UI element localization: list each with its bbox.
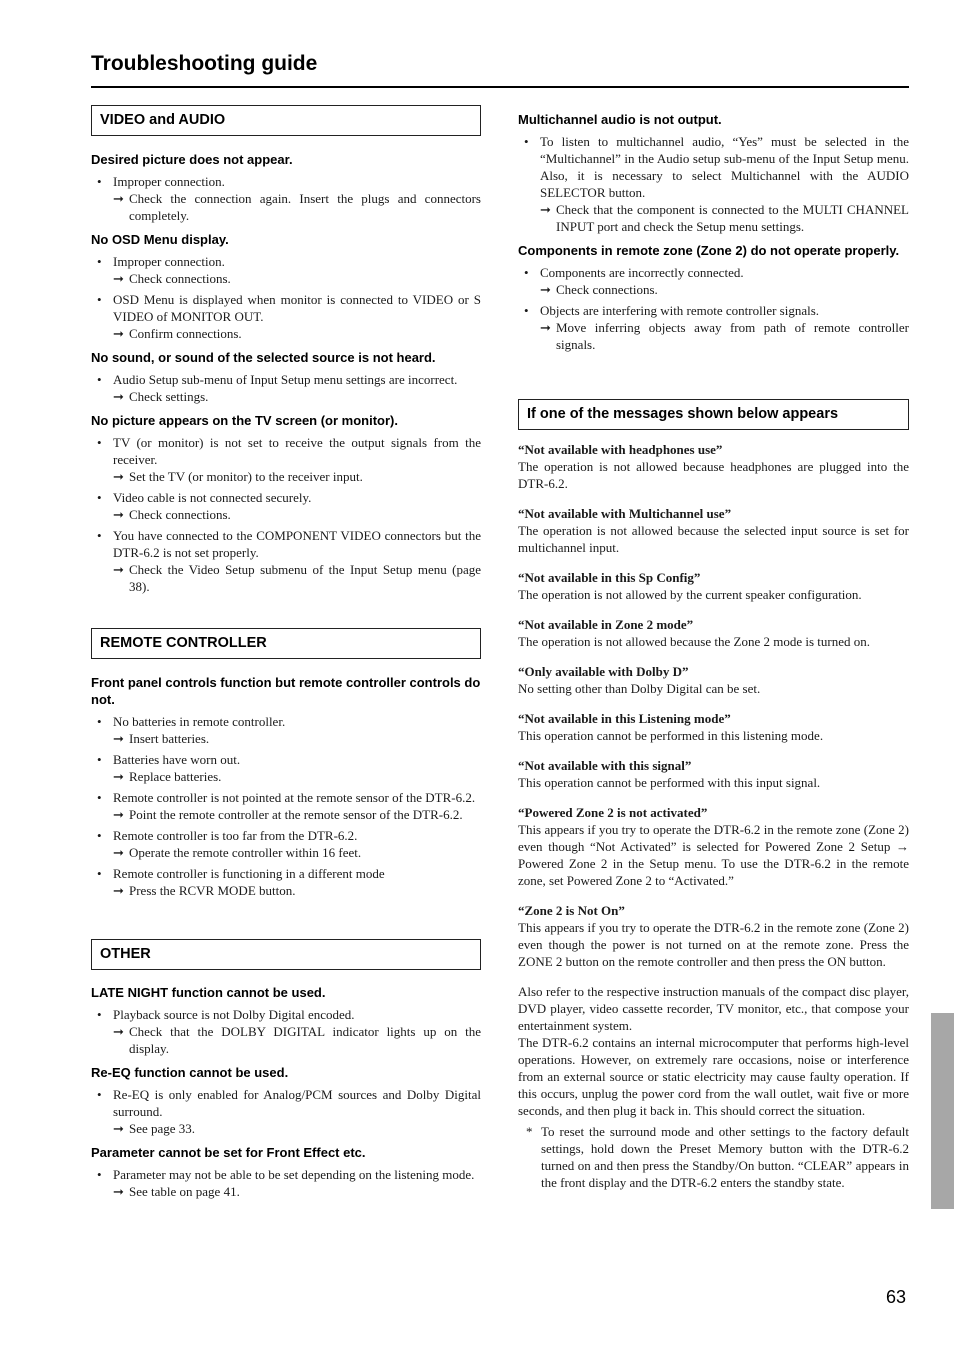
message-text: The operation is not allowed because the selected input source is set for multichannel input.	[518, 523, 909, 555]
cause-text: Video cable is not connected securely.	[113, 490, 312, 505]
message-title: “Not available with Multichannel use”	[518, 506, 732, 521]
fix-text: Check that the component is connected to the MULTI CHANNEL INPUT port and check the Setup menu settings.	[556, 202, 909, 234]
message-text: The operation is not allowed because headphones are plugged into the DTR-6.2.	[518, 459, 909, 491]
message-title: “Not available in this Listening mode”	[518, 711, 731, 726]
fix-text: Check connections.	[556, 282, 658, 297]
message-entry	[518, 757, 909, 791]
cause-item	[91, 827, 481, 861]
cause-item	[518, 302, 909, 353]
problem-heading: Components in remote zone (Zone 2) do not operate properly.	[518, 243, 900, 258]
cause-item	[91, 253, 481, 287]
problem-heading: Desired picture does not appear.	[91, 152, 293, 167]
cause-text: Improper connection.	[113, 174, 225, 189]
bullet-icon: •	[524, 303, 529, 318]
message-text: This operation cannot be performed in this listening mode.	[518, 728, 824, 743]
fix-text: Check that the DOLBY DIGITAL indicator lights up on the display.	[129, 1024, 481, 1056]
title-divider	[91, 86, 909, 88]
fix-line	[113, 468, 481, 485]
fix-text: Point the remote controller at the remote sensor of the DTR-6.2.	[129, 807, 463, 822]
cause-text: Remote controller is not pointed at the remote sensor of the DTR-6.2.	[113, 790, 476, 805]
message-entry	[518, 616, 909, 650]
message-text: No setting other than Dolby Digital can be set.	[518, 681, 761, 696]
fix-line	[113, 806, 481, 823]
arrow-icon: ➞	[540, 282, 551, 297]
message-entry	[518, 569, 909, 603]
cause-text: Objects are interfering with remote controller signals.	[540, 303, 820, 318]
message-text: This operation cannot be performed with this input signal.	[518, 775, 821, 790]
fix-line	[113, 1120, 481, 1137]
cause-item	[91, 434, 481, 485]
fix-text: Check the connection again. Insert the plugs and connectors completely.	[129, 191, 481, 223]
message-text: This appears if you try to operate the DTR-6.2 in the remote zone (Zone 2) even though the power is not turned on at the remote zone. Press the ZONE 2 button on the remote controller and then press the ON button.	[518, 920, 909, 969]
bullet-icon: •	[97, 1087, 102, 1102]
fix-text: Operate the remote controller within 16 feet.	[129, 845, 362, 860]
fix-text: Check connections.	[129, 271, 231, 286]
fix-text: Move inferring objects away from path of remote controller signals.	[556, 320, 909, 352]
message-entry	[518, 441, 909, 492]
arrow-icon: ➞	[113, 883, 124, 898]
cause-text: Remote controller is too far from the DTR-6.2.	[113, 828, 358, 843]
cause-text: Audio Setup sub-menu of Input Setup menu settings are incorrect.	[113, 372, 458, 387]
section-box-remote-controller: REMOTE CONTROLLER	[91, 628, 481, 659]
bullet-icon: •	[97, 254, 102, 269]
problem-heading: LATE NIGHT function cannot be used.	[91, 985, 326, 1000]
message-title: “Powered Zone 2 is not activated”	[518, 805, 708, 820]
cause-item	[518, 133, 909, 235]
fix-text: Press the RCVR MODE button.	[129, 883, 296, 898]
arrow-icon: ➞	[113, 1121, 124, 1136]
message-entry	[518, 663, 909, 697]
cause-item	[91, 489, 481, 523]
fix-text: See page 33.	[129, 1121, 196, 1136]
message-title: “Only available with Dolby D”	[518, 664, 689, 679]
bullet-icon: •	[97, 828, 102, 843]
cause-text: Improper connection.	[113, 254, 225, 269]
cause-item	[91, 1086, 481, 1137]
fix-text: Check the Video Setup submenu of the Input Setup menu (page 38).	[129, 562, 481, 594]
arrow-icon: ➞	[113, 769, 124, 784]
bullet-icon: •	[97, 866, 102, 881]
fix-line	[113, 844, 481, 861]
fix-text: Confirm connections.	[129, 326, 242, 341]
message-text: The operation is not allowed by the current speaker configuration.	[518, 587, 862, 602]
cause-item	[91, 789, 481, 823]
message-title: “Zone 2 is Not On”	[518, 903, 625, 918]
message-entry	[518, 902, 909, 970]
page-number: 63	[886, 1287, 907, 1307]
cause-text: You have connected to the COMPONENT VIDEO connectors but the DTR-6.2 is not set properly.	[113, 528, 481, 560]
bullet-icon: •	[97, 174, 102, 189]
cause-text: To listen to multichannel audio, “Yes” must be selected in the “Multichannel” in the Audio setup sub-menu of the Input Setup menu. Also, it is necessary to select Multichannel with the AUDIO SELECTOR button.	[540, 134, 909, 200]
fix-line	[113, 1023, 481, 1057]
arrow-icon: ➞	[113, 469, 124, 484]
fix-line	[113, 561, 481, 595]
fix-line	[540, 201, 909, 235]
arrow-icon: ➞	[113, 1024, 124, 1039]
closing-paragraph: Also refer to the respective instruction manuals of the compact disc player, DVD player, video cassette recorder, TV monitor, etc., that compose your entertainment system.	[518, 984, 909, 1033]
arrow-icon: ➞	[540, 202, 551, 217]
fix-line	[113, 506, 481, 523]
arrow-icon: ➞	[540, 320, 551, 335]
message-text: The operation is not allowed because the Zone 2 mode is turned on.	[518, 634, 870, 649]
problem-heading: Multichannel audio is not output.	[518, 112, 722, 127]
fix-line	[113, 325, 481, 342]
arrow-icon: ➞	[113, 1184, 124, 1199]
arrow-icon: ➞	[113, 731, 124, 746]
cause-text: Parameter may not be able to be set depending on the listening mode.	[113, 1167, 475, 1182]
arrow-icon: ➞	[113, 845, 124, 860]
section-edge-tab	[931, 1013, 954, 1209]
cause-item	[91, 371, 481, 405]
section-box-video-audio: VIDEO and AUDIO	[91, 105, 481, 136]
message-title: “Not available with headphones use”	[518, 442, 723, 457]
bullet-icon: •	[97, 292, 102, 307]
arrow-icon: ➞	[113, 389, 124, 404]
problem-heading: Front panel controls function but remote controller controls do not.	[91, 675, 481, 707]
cause-text: Re-EQ is only enabled for Analog/PCM sources and Dolby Digital surround.	[113, 1087, 481, 1119]
fix-text: Check connections.	[129, 507, 231, 522]
arrow-icon: ➞	[113, 191, 124, 206]
right-column	[518, 111, 909, 1191]
cause-text: OSD Menu is displayed when monitor is connected to VIDEO or S VIDEO of MONITOR OUT.	[113, 292, 481, 324]
bullet-icon: •	[97, 435, 102, 450]
fix-line	[113, 730, 481, 747]
fix-line	[113, 882, 481, 899]
left-column	[91, 105, 481, 1200]
cause-text: Playback source is not Dolby Digital encoded.	[113, 1007, 355, 1022]
message-entry	[518, 505, 909, 556]
bullet-icon: •	[97, 490, 102, 505]
bullet-icon: •	[97, 790, 102, 805]
page-title: Troubleshooting guide	[91, 52, 318, 75]
cause-text: No batteries in remote controller.	[113, 714, 286, 729]
problem-heading: Parameter cannot be set for Front Effect etc.	[91, 1145, 366, 1160]
fix-line	[113, 388, 481, 405]
problem-heading: No sound, or sound of the selected source is not heard.	[91, 350, 436, 365]
reset-note	[518, 1123, 909, 1191]
cause-item	[91, 527, 481, 595]
message-entry	[518, 804, 909, 889]
bullet-icon: •	[97, 714, 102, 729]
bullet-icon: •	[97, 372, 102, 387]
cause-item	[91, 291, 481, 342]
problem-heading: No picture appears on the TV screen (or monitor).	[91, 413, 398, 428]
cause-item	[91, 751, 481, 785]
fix-text: Set the TV (or monitor) to the receiver input.	[129, 469, 363, 484]
closing-paragraph: The DTR-6.2 contains an internal microcomputer that performs high-level operations. However, on extremely rare occasions, noise or interference from an external source or static electricity may cause faulty operation. If this occurs, unplug the power cord from the wall outlet, wait five or more seconds, and then plug it back in. This should correct the situation.	[518, 1035, 909, 1118]
arrow-icon: ➞	[113, 507, 124, 522]
arrow-icon: ➞	[113, 807, 124, 822]
cause-text: Batteries have worn out.	[113, 752, 241, 767]
cause-item	[518, 264, 909, 298]
arrow-icon: ➞	[113, 326, 124, 341]
cause-item	[91, 865, 481, 899]
bullet-icon: •	[97, 1167, 102, 1182]
cause-text: Remote controller is functioning in a different mode	[113, 866, 385, 881]
cause-item	[91, 1006, 481, 1057]
section-box-messages: If one of the messages shown below appears	[518, 399, 909, 430]
cause-item	[91, 173, 481, 224]
fix-line	[540, 281, 909, 298]
message-title: “Not available with this signal”	[518, 758, 692, 773]
fix-line	[113, 190, 481, 224]
bullet-icon: •	[97, 528, 102, 543]
cause-text: TV (or monitor) is not set to receive the output signals from the receiver.	[113, 435, 481, 467]
arrow-icon: ➞	[113, 562, 124, 577]
cause-text: Components are incorrectly connected.	[540, 265, 744, 280]
fix-text: Check settings.	[129, 389, 209, 404]
fix-line	[113, 768, 481, 785]
fix-line	[113, 270, 481, 287]
message-title: “Not available in Zone 2 mode”	[518, 617, 694, 632]
fix-line	[540, 319, 909, 353]
message-text: This appears if you try to operate the DTR-6.2 in the remote zone (Zone 2) even though “Not Activated” is selected for Powered Zone 2 Setup → Powered Zone 2 in the Setup menu. To use the DTR-6.2 in the remote zone, set Powered Zone 2 to “Activated.”	[518, 822, 909, 888]
cause-item	[91, 713, 481, 747]
cause-item	[91, 1166, 481, 1200]
bullet-icon: •	[524, 134, 529, 149]
arrow-icon: ➞	[113, 271, 124, 286]
fix-text: See table on page 41.	[129, 1184, 240, 1199]
problem-heading: Re-EQ function cannot be used.	[91, 1065, 289, 1080]
section-box-other: OTHER	[91, 939, 481, 970]
reset-note-text: To reset the surround mode and other settings to the factory default settings, hold down the Preset Memory button with the DTR-6.2 turned on and then press the Standby/On button. “CLEAR” appears in the front display and the DTR-6.2 enters the standby state.	[541, 1124, 909, 1190]
bullet-icon: •	[97, 1007, 102, 1022]
fix-text: Insert batteries.	[129, 731, 210, 746]
message-entry	[518, 710, 909, 744]
bullet-icon: •	[97, 752, 102, 767]
asterisk-icon: *	[526, 1124, 533, 1139]
bullet-icon: •	[524, 265, 529, 280]
problem-heading: No OSD Menu display.	[91, 232, 229, 247]
fix-line	[113, 1183, 481, 1200]
message-title: “Not available in this Sp Config”	[518, 570, 701, 585]
fix-text: Replace batteries.	[129, 769, 222, 784]
